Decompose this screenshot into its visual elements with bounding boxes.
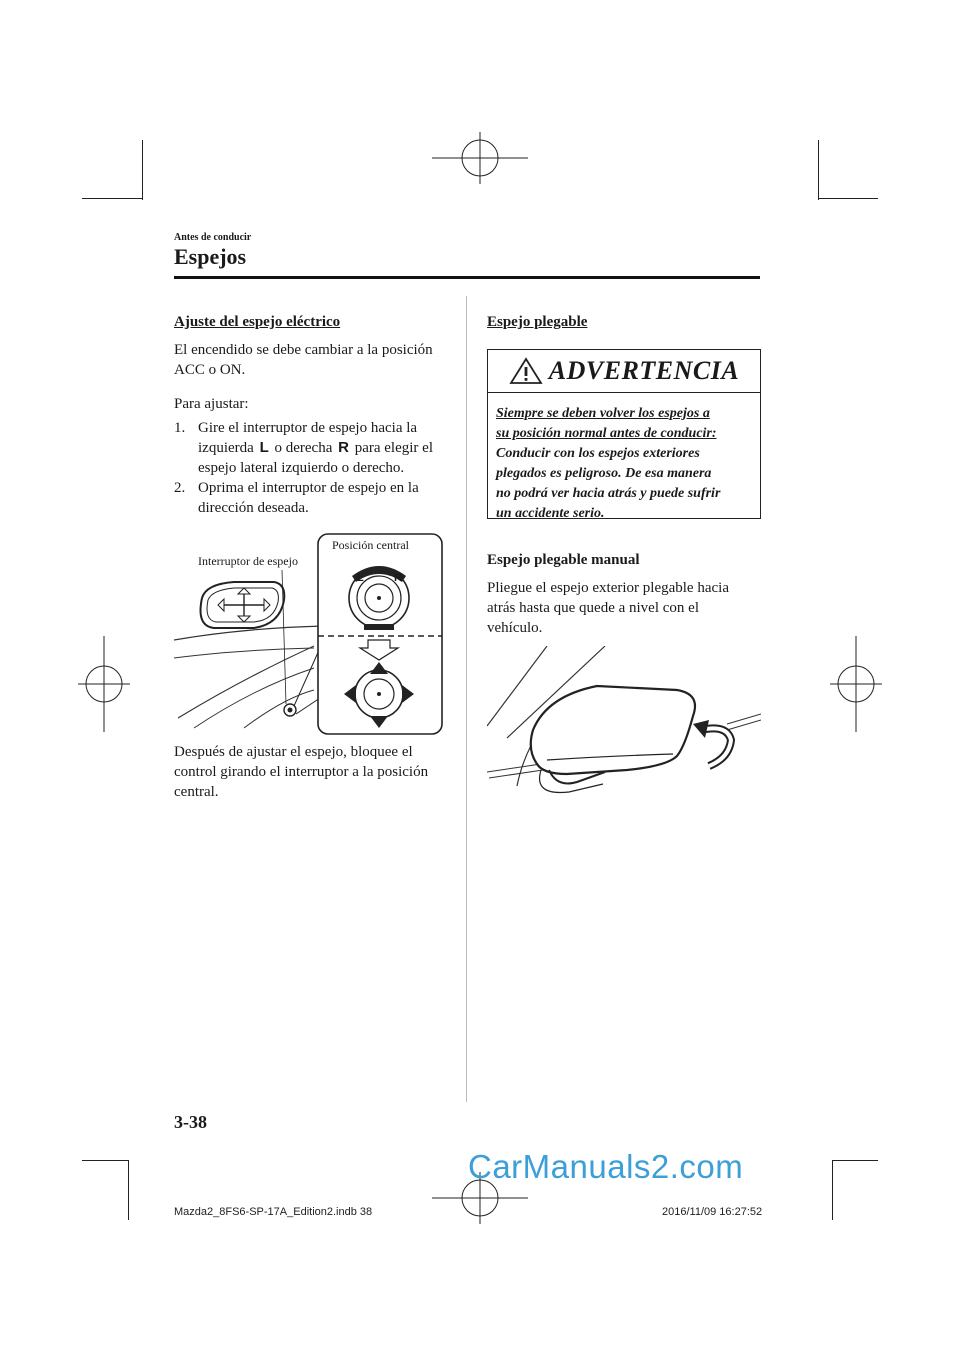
after-adjust-paragraph: Después de ajustar el espejo, bloquee el control girando el interruptor a la posición central. <box>174 744 429 800</box>
registration-target-icon <box>830 636 882 732</box>
page-number: 3-38 <box>174 1112 207 1132</box>
para-ajustar: Para ajustar: <box>174 396 249 412</box>
header-rule <box>174 276 760 279</box>
sub-heading-manual: Espejo plegable manual <box>487 552 640 568</box>
heading-power-mirror: Ajuste del espejo eléctrico <box>174 314 341 330</box>
warning-box <box>487 349 761 519</box>
warning-title: ADVERTENCIA <box>548 356 740 385</box>
footer-file: Mazda2_8FS6-SP-17A_Edition2.indb 38 <box>174 1206 373 1218</box>
section-label: Antes de conducir <box>174 232 252 243</box>
steps-list <box>174 418 458 518</box>
mirror-switch-figure <box>174 528 444 738</box>
footer-timestamp: 2016/11/09 16:27:52 <box>662 1206 763 1218</box>
list-item: 2. Oprima el interruptor de espejo en la dirección deseada. <box>174 480 419 516</box>
right-glyph-icon: R <box>338 439 349 456</box>
knob-letter-l: L <box>357 572 364 584</box>
left-glyph-icon: L <box>259 439 269 456</box>
registration-target-icon <box>432 132 528 184</box>
column-divider <box>466 296 467 1102</box>
intro-paragraph: El encendido se debe cambiar a la posición ACC o ON. <box>174 342 433 378</box>
knob-letter-r: R <box>394 572 402 584</box>
heading-folding-mirror: Espejo plegable <box>487 314 588 330</box>
manual-fold-paragraph: Pliegue el espejo exterior plegable hacia atrás hasta que quede a nivel con el vehículo. <box>487 580 729 636</box>
list-item: 1. Gire el interruptor de espejo hacia la izquierda L o derecha R para elegir el espejo lateral izquierdo o derecho. <box>174 420 433 476</box>
label-center-position: Posición central <box>332 538 409 552</box>
page-title: Espejos <box>174 244 247 269</box>
warning-text: Siempre se deben volver los espejos a su posición normal antes de conducir: Conducir con los espejos exteriores plegados es peligroso. De esa manera no podrá ver hacia atrás y puede sufrir un accidente serio. <box>496 406 721 521</box>
warning-triangle-icon <box>509 357 543 385</box>
folding-mirror-illustration <box>487 646 761 812</box>
registration-target-icon <box>78 636 130 732</box>
label-mirror-switch: Interruptor de espejo <box>198 554 298 568</box>
warning-header <box>488 350 760 393</box>
watermark-text: CarManuals2.com <box>468 1148 744 1185</box>
